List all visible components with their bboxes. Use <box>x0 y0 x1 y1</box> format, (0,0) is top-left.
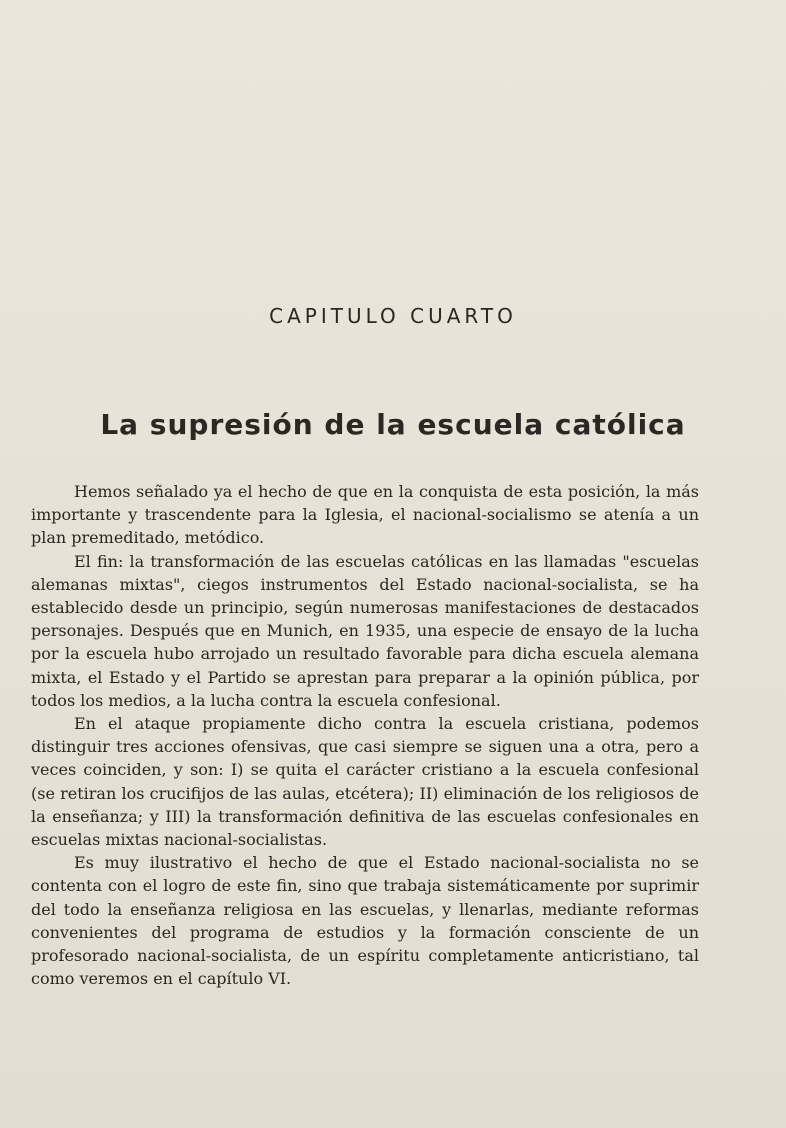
paragraph: Hemos señalado ya el hecho de que en la conquista de esta posición, la más importante y trascendente para la Iglesia, el nacional-socialismo se atenía a un plan premeditado, metódico. <box>31 482 699 548</box>
paragraph: En el ataque propiamente dicho contra la escuela cristiana, podemos distinguir tres acciones ofensivas, que casi siempre se siguen una a otra, pero a veces coinciden, y son: I) se quita el carácter cristiano a la escuela confesional (se retiran los crucifijos de las aulas, etcétera); II) eliminación de los religiosos de la enseñanza; y III) la transformación definitiva de las escuelas confesionales en escuelas mixtas nacional-socialistas. <box>31 714 699 850</box>
body-text <box>31 480 699 990</box>
chapter-label: CAPITULO CUARTO <box>269 304 517 328</box>
paragraph: El fin: la transformación de las escuelas católicas en las llamadas "escuelas alemanas mixtas", ciegos instrumentos del Estado nacional-socialista, se ha establecido desde un principio, según numerosas manifestaciones de destacados personajes. Después que en Munich, en 1935, una especie de ensayo de la lucha por la escuela hubo arrojado un resultado favorable para dicha escuela alemana mixta, el Estado y el Partido se aprestan para preparar a la opinión pública, por todos los medios, a la lucha contra la escuela confesional. <box>31 551 699 710</box>
chapter-title: La supresión de la escuela católica <box>100 408 686 441</box>
paragraph: Es muy ilustrativo el hecho de que el Estado nacional-socialista no se contenta con el logro de este fin, sino que trabaja sistemáticamente por suprimir del todo la enseñanza religiosa en las escuelas, y llenarlas, mediante reformas convenientes del programa de estudios y la formación consciente de un profesorado nacional-socialista, de un espíritu completamente anticristiano, tal como veremos en el capítulo VI. <box>31 853 699 989</box>
